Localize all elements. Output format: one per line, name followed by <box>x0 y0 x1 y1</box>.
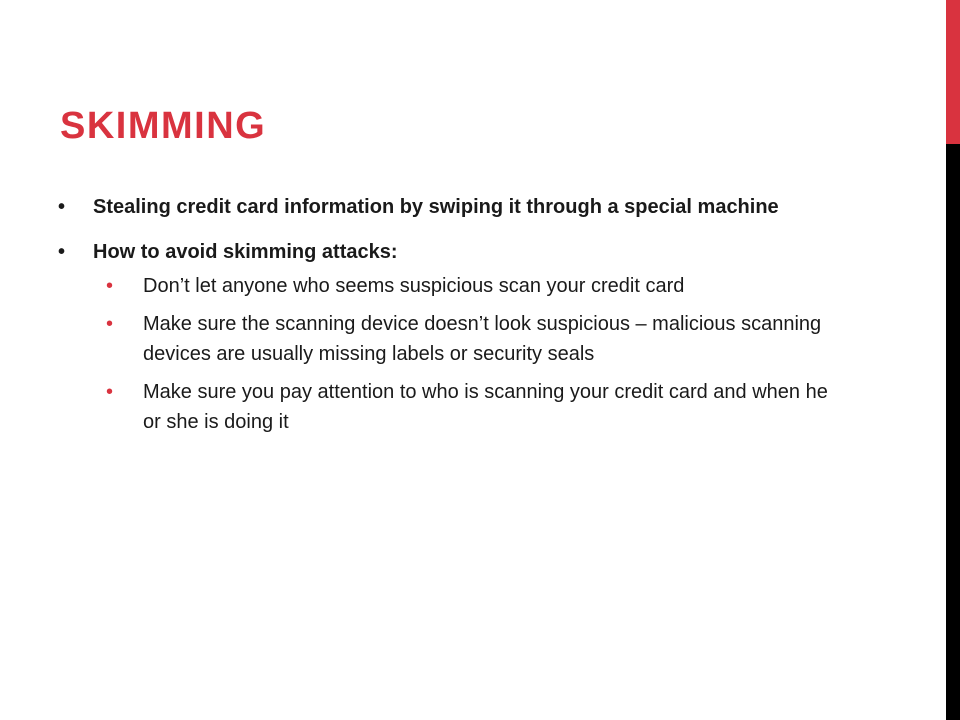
sub-bullet-dot-icon: • <box>106 313 114 335</box>
accent-bar-black <box>946 144 960 720</box>
sub-bullet-dot-icon: • <box>106 275 114 297</box>
sub-bullet-text: Don’t let anyone who seems suspicious scan your credit card <box>143 275 685 297</box>
sub-bullet-item <box>106 309 843 369</box>
bullet-text: Stealing credit card information by swiping it through a special machine <box>93 196 779 218</box>
sub-bullet-item <box>106 271 843 301</box>
sub-bullet-dot-icon: • <box>106 381 114 403</box>
slide-title: SKIMMING <box>60 105 267 147</box>
bullet-dot-icon: • <box>58 196 66 218</box>
sub-bullet-text: Make sure you pay attention to who is scanning your credit card and when he or she is doing it <box>143 381 828 433</box>
sub-bullet-item <box>106 377 843 437</box>
bullet-text: How to avoid skimming attacks: <box>93 241 398 263</box>
accent-bar-red <box>946 0 960 144</box>
slide-content <box>56 192 856 452</box>
bullet-list <box>56 192 856 437</box>
sub-bullet-list <box>106 271 869 437</box>
bullet-item <box>56 237 856 437</box>
sub-bullet-text: Make sure the scanning device doesn’t look suspicious – malicious scanning devices are usually missing labels or security seals <box>143 313 822 365</box>
bullet-item <box>56 192 856 222</box>
bullet-dot-icon: • <box>58 241 66 263</box>
